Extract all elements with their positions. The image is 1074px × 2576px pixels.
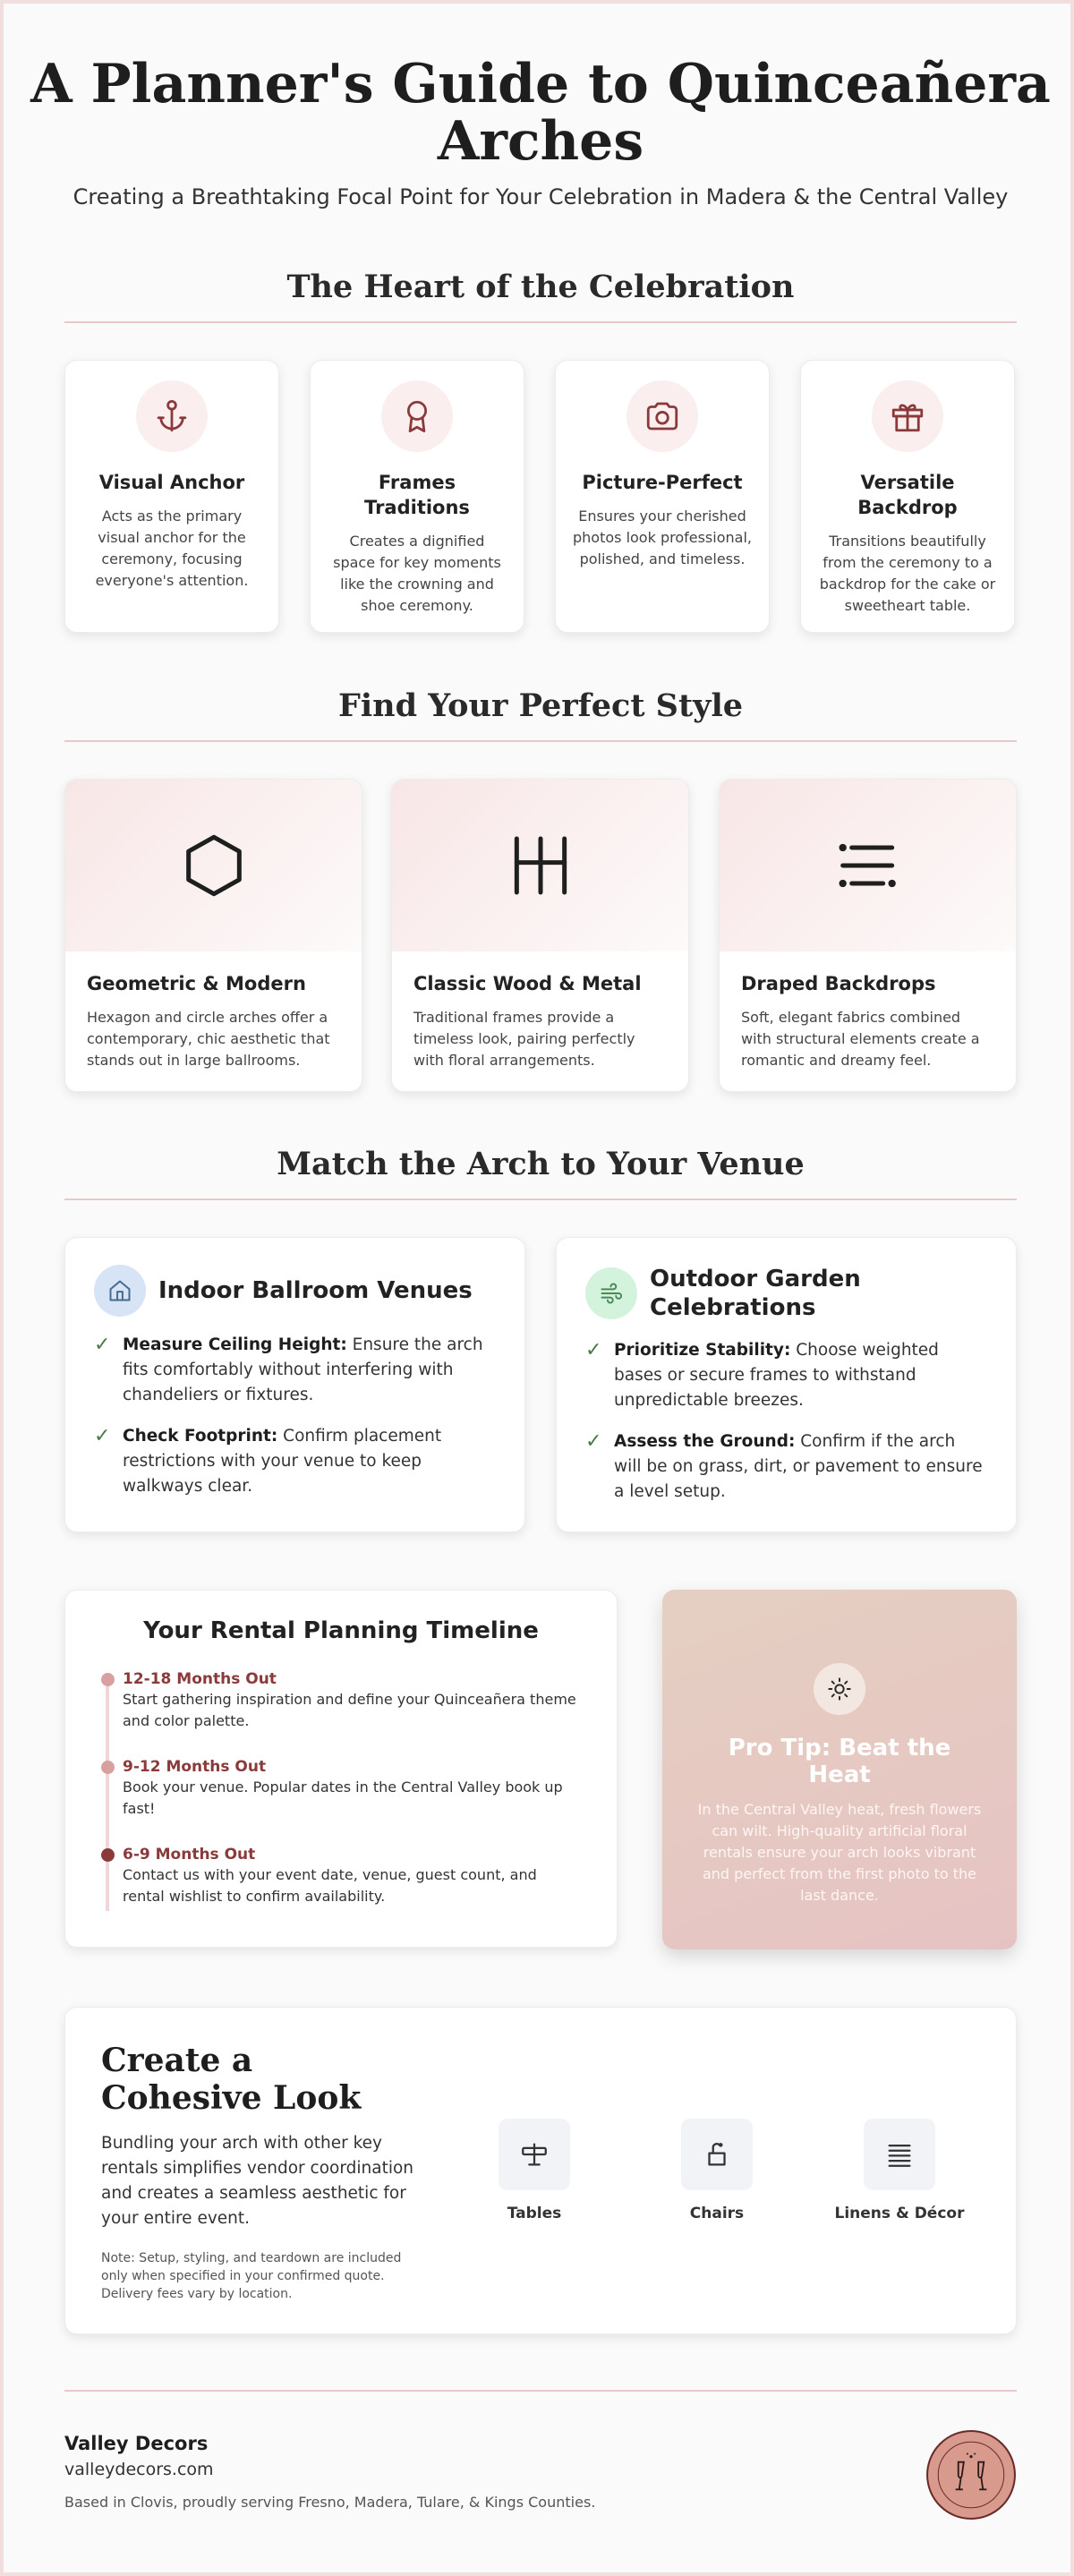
timeline-text: Book your venue. Popular dates in the Central Valley book up fast! xyxy=(123,1778,563,1817)
venue-checklist-item xyxy=(94,1333,496,1408)
page-title-line2: Arches xyxy=(437,110,644,173)
heart-card-picture-perfect xyxy=(555,360,770,633)
page-title-line1: A Planner's Guide to Quinceañera xyxy=(30,53,1051,115)
timeline-dot xyxy=(101,1761,115,1774)
cohesive-look-card xyxy=(64,2007,1017,2334)
pro-tip-card xyxy=(662,1590,1017,1949)
style-card-title: Classic Wood & Metal xyxy=(413,973,642,994)
section-divider xyxy=(64,321,1017,323)
gift-icon xyxy=(872,380,943,452)
style-card-text: Soft, elegant fabrics combined with structural elements create a romantic and dreamy feel. xyxy=(741,1009,980,1069)
timeline-when: 9-12 Months Out xyxy=(123,1758,267,1776)
footer-brand: Valley Decors xyxy=(64,2433,209,2454)
heart-card-title: Picture-Perfect xyxy=(582,472,743,493)
rental-label: Tables xyxy=(507,2205,562,2222)
award-ribbon-icon xyxy=(381,380,453,452)
camera-icon xyxy=(626,380,698,452)
style-card-wood-metal xyxy=(391,779,689,1092)
table-icon xyxy=(499,2119,570,2190)
style-card-title: Geometric & Modern xyxy=(87,973,306,994)
checklist-text: Ensure the arch fits comfortably without interfering with chandeliers or fixtures. xyxy=(123,1335,483,1404)
check-icon: ✓ xyxy=(94,1334,111,1356)
venue-card-title: Indoor Ballroom Venues xyxy=(158,1277,473,1304)
style-card-text: Traditional frames provide a timeless look, pairing perfectly with floral arrangements. xyxy=(413,1009,635,1069)
section-divider xyxy=(64,740,1017,742)
pro-tip-title: Pro Tip: Beat the Heat xyxy=(728,1735,951,1788)
heart-card-versatile-backdrop xyxy=(800,360,1015,633)
checklist-label: Prioritize Stability: xyxy=(614,1341,791,1360)
timeline-dot xyxy=(101,1848,115,1862)
page-title xyxy=(4,53,1074,173)
timeline-line xyxy=(106,1676,109,1911)
rental-label: Chairs xyxy=(689,2205,745,2222)
footer-website-link[interactable]: valleydecors.com xyxy=(64,2460,214,2479)
check-icon: ✓ xyxy=(585,1430,602,1453)
heart-card-title: Visual Anchor xyxy=(98,472,245,493)
heart-card-text: Creates a dignified space for key moments like the crowning and shoe ceremony. xyxy=(333,533,501,614)
rental-label: Linens & Décor xyxy=(834,2205,965,2222)
style-card-image xyxy=(392,780,688,951)
timeline-title: Your Rental Planning Timeline xyxy=(143,1617,539,1644)
heart-card-text: Ensures your cherished photos look professional, polished, and timeless. xyxy=(573,508,752,567)
page-subtitle: Creating a Breathtaking Focal Point for Your Celebration in Madera & the Central Valley xyxy=(72,184,1009,209)
venue-card-indoor xyxy=(64,1237,525,1532)
heart-card-visual-anchor xyxy=(64,360,279,633)
styles-section-heading: Find Your Perfect Style xyxy=(337,687,744,724)
check-icon: ✓ xyxy=(585,1339,602,1361)
house-icon xyxy=(94,1265,146,1317)
heart-card-text: Acts as the primary visual anchor for the ceremony, focusing everyone's attention. xyxy=(95,508,249,589)
style-card-text: Hexagon and circle arches offer a contemporary, chic aesthetic that stands out in large ballrooms. xyxy=(87,1009,330,1069)
venue-section-heading: Match the Arch to Your Venue xyxy=(277,1146,805,1182)
cohesive-lead: Bundling your arch with other key rentals simplifies vendor coordination and creates a seamless aesthetic for your entire event. xyxy=(101,2134,414,2228)
venue-card-title: Outdoor Garden Celebrations xyxy=(650,1266,861,1321)
timeline-card xyxy=(64,1590,618,1948)
chair-icon xyxy=(681,2119,753,2190)
heart-card-title: Frames Traditions xyxy=(364,472,470,518)
heart-card-text: Transitions beautifully from the ceremony to a backdrop for the cake or sweetheart table. xyxy=(819,533,996,614)
venue-checklist-item xyxy=(585,1338,987,1413)
venue-checklist-item xyxy=(94,1424,496,1499)
heart-card-title: Versatile Backdrop xyxy=(857,472,958,518)
timeline-when: 12-18 Months Out xyxy=(123,1670,277,1688)
wind-icon xyxy=(585,1267,637,1319)
checklist-label: Assess the Ground: xyxy=(614,1432,796,1451)
rental-item-tables xyxy=(463,2119,606,2222)
timeline-when: 6-9 Months Out xyxy=(123,1846,256,1864)
venue-card-outdoor xyxy=(556,1237,1017,1532)
drape-lines-icon xyxy=(832,830,904,901)
pro-tip-text: In the Central Valley heat, fresh flowers can wilt. High-quality artificial floral rentals ensure your arch looks vibrant and perfect from the first photo to the last dance. xyxy=(697,1801,982,1904)
footer-divider xyxy=(64,2390,1017,2392)
checklist-label: Measure Ceiling Height: xyxy=(123,1335,347,1354)
frame-posts-icon xyxy=(505,830,576,901)
rental-item-linens xyxy=(828,2119,971,2222)
checklist-text: Confirm placement restrictions with your venue to keep walkways clear. xyxy=(123,1427,442,1496)
style-card-image xyxy=(720,780,1016,951)
rental-item-chairs xyxy=(645,2119,788,2222)
checklist-text: Choose weighted bases or secure frames to withstand unpredictable breezes. xyxy=(614,1341,939,1410)
check-icon: ✓ xyxy=(94,1425,111,1447)
checklist-label: Check Footprint: xyxy=(123,1427,278,1446)
style-card-geometric xyxy=(64,779,362,1092)
timeline-dot xyxy=(101,1673,115,1686)
timeline-item xyxy=(123,1669,581,1732)
heart-section-heading: The Heart of the Celebration xyxy=(286,269,795,305)
venue-checklist-item xyxy=(585,1429,987,1505)
timeline-text: Start gathering inspiration and define your Quinceañera theme and color palette. xyxy=(123,1691,576,1729)
hexagon-icon xyxy=(178,830,250,901)
anchor-icon xyxy=(136,380,208,452)
brand-logo-seal xyxy=(925,2429,1017,2521)
style-card-image xyxy=(65,780,362,951)
section-divider xyxy=(64,1198,1017,1200)
footer-service-area: Based in Clovis, proudly serving Fresno, Madera, Tulare, & Kings Counties. xyxy=(64,2494,596,2511)
timeline-text: Contact us with your event date, venue, guest count, and rental wishlist to confirm availability. xyxy=(123,1866,537,1905)
heart-card-frames-traditions xyxy=(310,360,524,633)
style-card-draped xyxy=(719,779,1017,1092)
timeline-item xyxy=(123,1757,581,1820)
linens-icon xyxy=(864,2119,935,2190)
timeline-item xyxy=(123,1845,581,1907)
cohesive-title: Create a Cohesive Look xyxy=(101,2042,362,2117)
cohesive-note: Note: Setup, styling, and teardown are included only when specified in your confirmed quote. Delivery fees vary by location. xyxy=(101,2251,402,2301)
checklist-text: Confirm if the arch will be on grass, dirt, or pavement to ensure a level setup. xyxy=(614,1432,983,1501)
style-card-title: Draped Backdrops xyxy=(741,973,936,994)
sun-icon xyxy=(814,1663,865,1715)
